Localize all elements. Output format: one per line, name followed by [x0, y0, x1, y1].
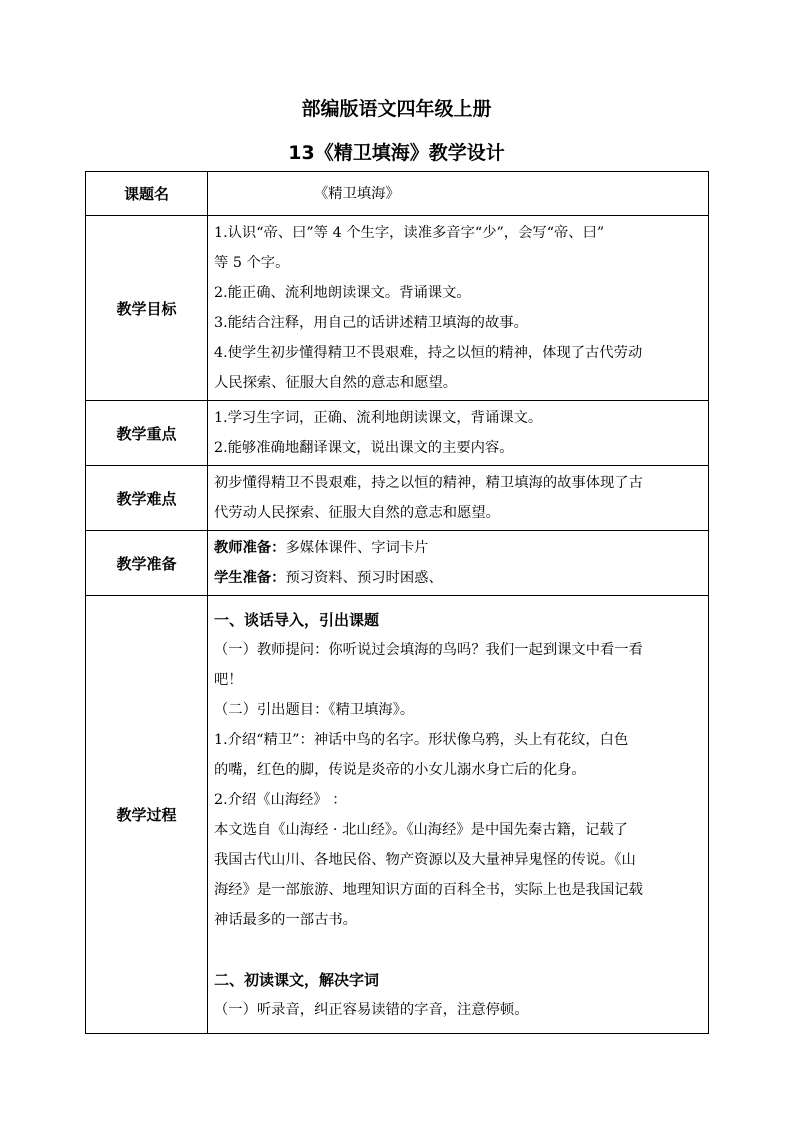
- text-line: 1.认识“帝、曰”等 4 个生字，读准多音字“少”，会写“帝、曰”: [214, 225, 605, 241]
- text-line: 4.使学生初步懂得精卫不畏艰难，持之以恒的精神，体现了古代劳动: [214, 345, 643, 361]
- text-line: （一）听录音，纠正容易读错的字音，注意停顿。: [214, 1001, 529, 1018]
- row-content: [208, 596, 709, 1034]
- teacher-preparation-label: 教师准备：: [214, 540, 286, 556]
- table-row-key-points: [86, 401, 709, 466]
- text-line: 的嘴，红色的脚，传说是炎帝的小女儿溺水身亡后的化身。: [214, 761, 586, 778]
- text-line: 代劳动人民探索、征服大自然的意志和愿望。: [214, 505, 500, 521]
- text-line: 3.能结合注释，用自己的话讲述精卫填海的故事。: [214, 315, 528, 331]
- row-label: 教学目标: [86, 216, 208, 401]
- row-label: 教学难点: [86, 466, 208, 531]
- text-line: 1.学习生字词，正确、流利地朗读课文，背诵课文。: [214, 410, 543, 426]
- text-line: 2.能正确、流利地朗读课文。背诵课文。: [214, 285, 471, 301]
- text-line: 吧！: [214, 671, 243, 688]
- spacer: [214, 935, 704, 965]
- topic-value: 《精卫填海》: [314, 185, 400, 202]
- section-heading: 一、谈话导入，引出课题: [214, 610, 380, 629]
- text-line: 神话最多的一部古书。: [214, 911, 357, 928]
- text-line: 初步懂得精卫不畏艰难，持之以恒的精神，精卫填海的故事体现了古: [214, 475, 643, 491]
- text-line: 等 5 个字。: [214, 255, 290, 271]
- document-subtitle: 13《精卫填海》教学设计: [288, 142, 505, 164]
- text-line: 2.能够准确地翻译课文，说出课文的主要内容。: [214, 440, 514, 456]
- document-title: 部编版语文四年级上册: [301, 98, 492, 120]
- text-line: 1.介绍“精卫”：神话中鸟的名字。形状像乌鸦，头上有花纹，白色: [214, 731, 629, 748]
- text-line: 我国古代山川、各地民俗、物产资源以及大量神异鬼怪的传说。《山: [214, 851, 636, 868]
- text-line: 人民探索、征服大自然的意志和愿望。: [214, 375, 458, 391]
- row-content: [208, 172, 709, 216]
- table-row-preparation: [86, 531, 709, 596]
- text-line: （二）引出题目：《精卫填海》。: [214, 701, 415, 718]
- row-label: 课题名: [86, 172, 208, 216]
- table-row-goals: [86, 216, 709, 401]
- row-content: [208, 531, 709, 596]
- row-label: 教学过程: [86, 596, 208, 1034]
- row-label: 教学重点: [86, 401, 208, 466]
- row-content: [208, 216, 709, 401]
- lesson-plan-table: [85, 171, 709, 1034]
- section-heading: 二、初读课文，解决字词: [214, 970, 380, 989]
- table-row-difficulties: [86, 466, 709, 531]
- text-line: （一）教师提问：你听说过会填海的鸟吗？我们一起到课文中看一看: [214, 641, 643, 658]
- teacher-preparation-value: 多媒体课件、字词卡片: [285, 540, 429, 556]
- row-content: [208, 466, 709, 531]
- student-preparation-label: 学生准备：: [214, 570, 286, 586]
- student-preparation: [214, 563, 704, 593]
- row-label: 教学准备: [86, 531, 208, 596]
- row-content: [208, 401, 709, 466]
- text-line: 海经》是一部旅游、地理知识方面的百科全书，实际上也是我国记载: [214, 881, 643, 898]
- text-line: 2.介绍《山海经》 ：: [214, 791, 347, 808]
- student-preparation-value: 预习资料、预习时困惑、: [285, 570, 443, 586]
- table-row-process: [86, 596, 709, 1034]
- teacher-preparation: [214, 533, 704, 563]
- table-row-topic: [86, 172, 709, 216]
- text-line: 本文选自《山海经 · 北山经》。《山海经》是中国先秦古籍，记载了: [214, 821, 628, 838]
